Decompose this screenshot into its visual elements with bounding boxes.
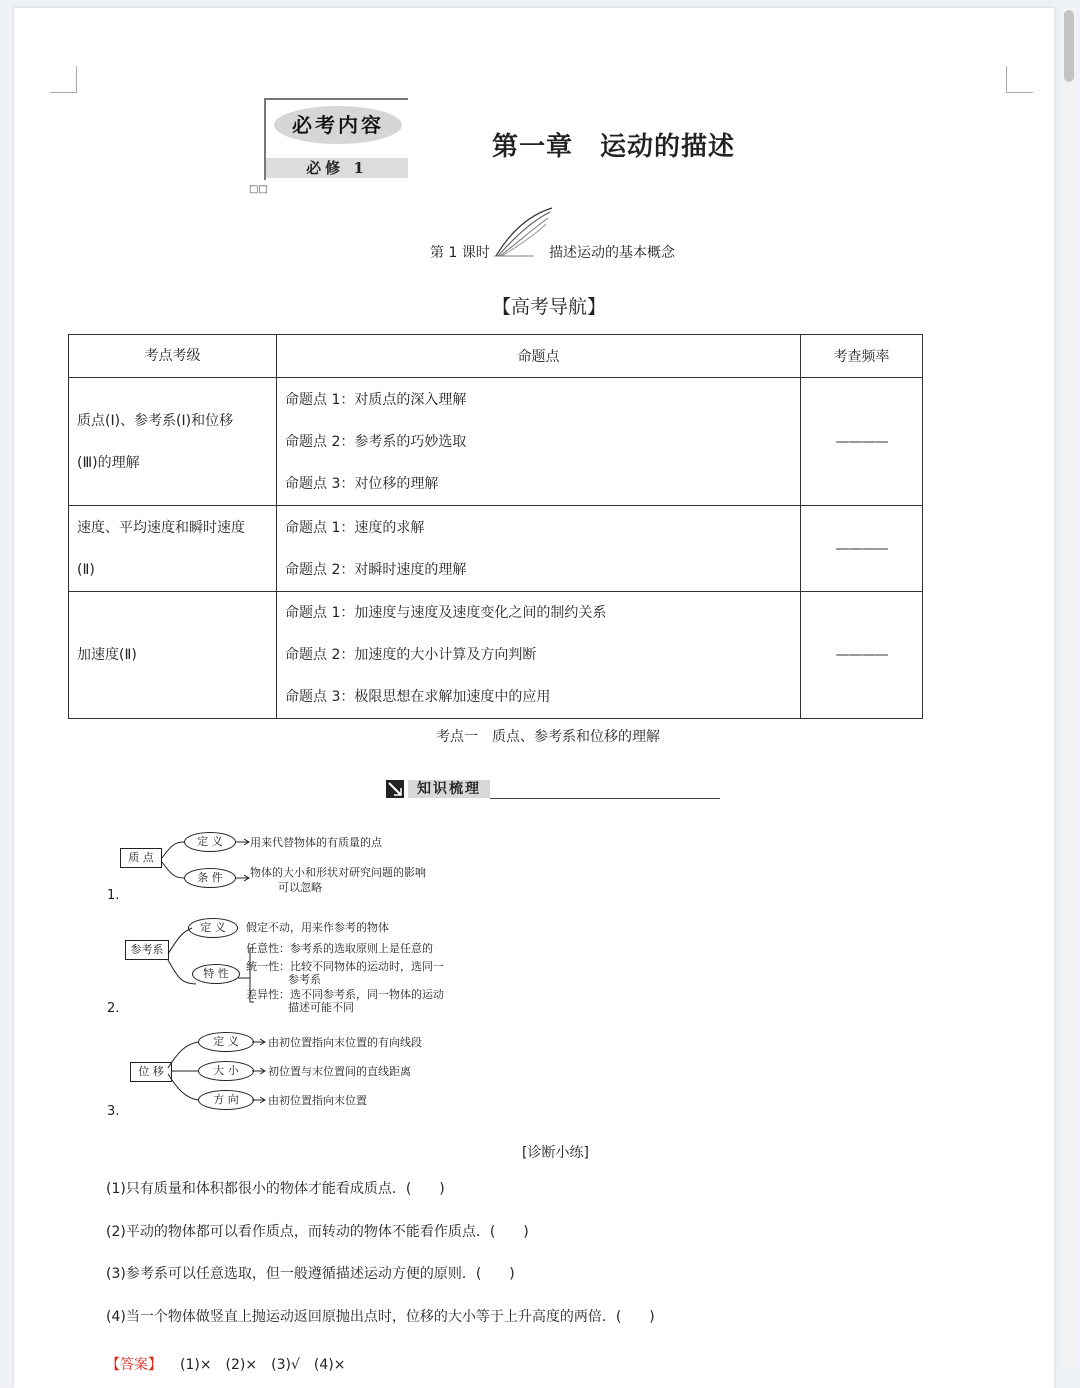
table-row <box>69 378 923 506</box>
header-cell: 命题点 <box>277 335 801 378</box>
diagram-branch: 条 件 <box>184 868 236 888</box>
diagram-branch: 定 义 <box>184 832 236 852</box>
diagram-text: 由初位置指向末位置 <box>268 1094 367 1107</box>
diagram-text: 假定不动，用来作参考的物体 <box>246 921 389 934</box>
points-cell <box>277 592 801 719</box>
diagram-text: 统一性：比较不同物体的运动时，选同一 <box>246 960 444 973</box>
feather-icon <box>494 206 554 258</box>
diagram-branch: 定 义 <box>198 1032 254 1052</box>
table-row <box>69 592 923 719</box>
answer-label: 【答案】 <box>106 1357 162 1373</box>
diagram-number: 2. <box>107 1001 120 1016</box>
required-content-badge <box>264 98 408 180</box>
frequency-cell: ———— <box>801 378 923 506</box>
topic-cell <box>69 378 277 506</box>
topic-cell <box>69 592 277 719</box>
question-1: (1)只有质量和体积都很小的物体才能看成质点．( ) <box>106 1181 445 1197</box>
badge-subtitle: 必修 1 <box>266 158 408 178</box>
point-item: 命题点 2：加速度的大小计算及方向判断 <box>285 647 537 663</box>
answer-text: (1)× (2)× (3)√ (4)× <box>180 1357 346 1373</box>
diagram-text: 由初位置指向末位置的有向线段 <box>268 1036 422 1049</box>
margin-corner-top-right <box>1006 66 1033 93</box>
topic-cell <box>69 506 277 592</box>
question-4: (4)当一个物体做竖直上抛运动返回原抛出点时，位移的大小等于上升高度的两倍．( ) <box>106 1309 655 1325</box>
exam-points-table <box>68 334 923 719</box>
diagram-number: 1. <box>107 888 120 903</box>
point-item: 命题点 3：对位移的理解 <box>285 475 439 492</box>
margin-corner-top-left <box>50 66 77 93</box>
placeholder-glyph: □□ <box>249 184 268 195</box>
diagram-text: 初位置与末位置间的直线距离 <box>268 1065 411 1078</box>
table-header-row <box>69 335 923 378</box>
question-3: (3)参考系可以任意选取，但一般遵循描述运动方便的原则．( ) <box>106 1266 515 1282</box>
diagram-root: 质 点 <box>120 848 162 868</box>
point-item: 命题点 1：速度的求解 <box>285 519 425 536</box>
diagram-text: 可以忽略 <box>278 881 322 894</box>
diagram-branch: 方 向 <box>198 1090 254 1110</box>
lesson-title: 描述运动的基本概念 <box>549 245 675 261</box>
topic-line: (Ⅱ) <box>77 561 95 578</box>
diagram-branch: 大 小 <box>198 1061 254 1081</box>
diagram-text: 描述可能不同 <box>288 1001 354 1014</box>
diagram-root: 位 移 <box>130 1062 172 1082</box>
lesson-number: 第 1 课时 <box>430 245 490 261</box>
scrollbar-thumb[interactable] <box>1064 10 1074 82</box>
points-cell <box>277 506 801 592</box>
topic-line: 加速度(Ⅱ) <box>77 647 137 663</box>
chapter-title: 第一章 运动的描述 <box>492 132 736 162</box>
header-cell: 考查频率 <box>801 335 923 378</box>
points-cell <box>277 378 801 506</box>
point-item: 命题点 1：对质点的深入理解 <box>285 391 467 408</box>
knowledge-heading <box>386 780 720 798</box>
point-item: 命题点 1：加速度与速度及速度变化之间的制约关系 <box>285 605 607 621</box>
diagram-text: 差异性：选不同参考系，同一物体的运动 <box>246 988 444 1001</box>
practice-title: [诊断小练] <box>522 1145 589 1161</box>
heading-rule <box>490 798 720 799</box>
diagram-branch: 定 义 <box>188 918 238 938</box>
point-item: 命题点 2：参考系的巧妙选取 <box>285 433 467 450</box>
table-row <box>69 506 923 592</box>
diagram-text: 用来代替物体的有质量的点 <box>250 836 382 849</box>
diagram-text: 参考系 <box>288 973 321 986</box>
exam-navigation-title: 【高考导航】 <box>492 296 607 318</box>
frequency-cell: ———— <box>801 506 923 592</box>
section-marker-icon <box>386 780 404 798</box>
section-heading: 考点一 质点、参考系和位移的理解 <box>436 729 660 745</box>
diagram-text: 物体的大小和形状对研究问题的影响 <box>250 866 426 879</box>
diagram-root: 参考系 <box>125 940 169 960</box>
diagram-text: 任意性：参考系的选取原则上是任意的 <box>246 942 433 955</box>
vertical-scrollbar[interactable] <box>1062 6 1076 1370</box>
badge-title: 必考内容 <box>274 106 402 144</box>
topic-line: 速度、平均速度和瞬时速度 <box>77 519 245 536</box>
topic-line: 质点(Ⅰ)、参考系(Ⅰ)和位移 <box>77 412 234 429</box>
point-item: 命题点 2：对瞬时速度的理解 <box>285 561 467 578</box>
question-2: (2)平动的物体都可以看作质点，而转动的物体不能看作质点．( ) <box>106 1224 529 1240</box>
diagram-branch: 特 性 <box>192 964 240 984</box>
point-item: 命题点 3：极限思想在求解加速度中的应用 <box>285 689 551 705</box>
frequency-cell: ———— <box>801 592 923 719</box>
diagram-number: 3. <box>107 1104 120 1119</box>
document-page <box>14 8 1054 1388</box>
header-cell: 考点考级 <box>69 335 277 378</box>
topic-line: (Ⅲ)的理解 <box>77 454 140 471</box>
knowledge-label: 知识梳理 <box>408 780 490 798</box>
